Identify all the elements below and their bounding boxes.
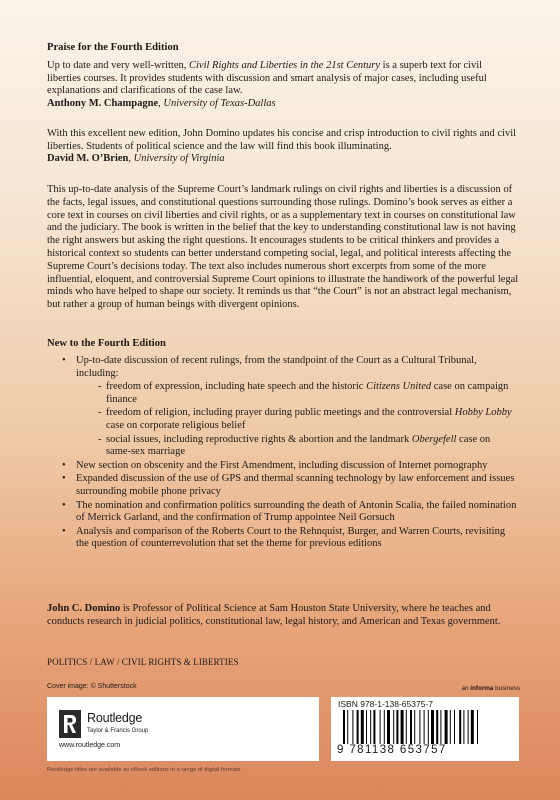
- book-summary: This up-to-date analysis of the Supreme Court’s landmark rulings on civil rights and liberties is a discussion of the facts, legal issues, and constitutional questions surrounding those rulings. Domino’s book serves as either a core text in courses on civil liberties and civil rights, or as a supplementary text in courses on constitutional law and the judiciary. The book is written in the belief that the key to understanding constitutional law is not having the right answers but asking the right questions. It encourages students to be critical thinkers and provides a historical context so students can better understand competing social, legal, and political interests affecting the Supreme Court’s decisions today. The text also includes numerous short excerpts from some of the more influential, eloquent, and controversial Supreme Court opinions to illustrate the handiwork of the powerful legal minds who have helped to shape our society. It reminds us that “the Court” is not an abstract legal mechanism, but rather a group of human beings with divergent opinions.: [47, 184, 519, 311]
- list-item-text: Expanded discussion of the use of GPS and thermal scanning technology by law enforcement and issues surrounding mobile phone privacy: [76, 473, 515, 497]
- sub-item-text: freedom of expression, including hate speech and the historic: [106, 381, 367, 393]
- ebook-footnote: Routledge titles are available as eBook editions in a range of digital formats: [47, 767, 241, 773]
- case-name: Citizens United: [366, 381, 432, 393]
- publisher-website[interactable]: www.routledge.com: [59, 742, 121, 749]
- sub-list-item: [76, 381, 517, 406]
- bullet-icon: •: [62, 473, 66, 485]
- list-item: [62, 526, 517, 551]
- list-item: [62, 355, 517, 459]
- bullet-icon: •: [62, 459, 66, 471]
- author-bio-text: is Professor of Political Science at Sam Houston State University, where he teaches and conducts research in judicial politics, constitutional law, legal history, and American and Texas government.: [47, 603, 501, 627]
- dash-icon: -: [98, 381, 102, 393]
- case-name: Hobby Lobby: [454, 407, 512, 419]
- sub-list-item: [76, 407, 517, 432]
- informa-suffix: business: [493, 685, 520, 692]
- praise-attribution-2: David M. O’Brien, University of Virginia: [47, 153, 225, 165]
- new-edition-list: [62, 355, 517, 552]
- list-item: [62, 500, 517, 525]
- informa-business-tag: [462, 685, 520, 692]
- subject-category: POLITICS / LAW / CIVIL RIGHTS & LIBERTIES: [47, 657, 239, 667]
- bullet-icon: •: [62, 525, 66, 537]
- list-item-text: The nomination and confirmation politics surrounding the death of Antonin Scalia, the failed nomination of Merrick Garland, and the confirmation of Trump appointee Neil Gorsuch: [76, 499, 517, 524]
- praise-quote-1: [47, 60, 517, 110]
- informa-prefix: an: [461, 685, 471, 692]
- praise-attribution-1: Anthony M. Champagne, University of Texas-Dallas: [47, 97, 276, 109]
- new-edition-heading: New to the Fourth Edition: [47, 338, 166, 349]
- sub-list-item: [76, 434, 517, 459]
- dash-icon: -: [98, 433, 102, 445]
- quote1-text-after: is a superb text for civil liberties courses. It provides students with discussion and smart analysis of major cases, including useful explanations and clarifications of the case law.: [47, 60, 487, 97]
- sub-item-text: social issues, including reproductive rights & abortion and the landmark: [106, 433, 412, 445]
- dash-icon: -: [98, 407, 102, 419]
- sub-item-text: case on same-sex marriage: [106, 433, 491, 458]
- attribution-2-name: David M. O’Brien: [47, 153, 129, 165]
- cover-image-credit: Cover image: © Shutterstock: [47, 683, 137, 690]
- publisher-subtitle: Taylor & Francis Group: [87, 728, 149, 734]
- sub-item-text: case on campaign finance: [106, 381, 509, 405]
- book-title: Civil Rights and Liberties in the 21st Century: [189, 60, 381, 71]
- publisher-box: [47, 697, 319, 761]
- barcode-icon: [341, 710, 509, 744]
- praise-heading: Praise for the Fourth Edition: [47, 42, 179, 53]
- attribution-2-affiliation: University of Virginia: [133, 153, 225, 165]
- list-item: [62, 473, 517, 498]
- quote2-text: With this excellent new edition, John Domino updates his concise and crisp introduction to civil rights and civil liberties. Students of political science and the law will find this book illuminating.: [47, 128, 517, 152]
- list-item-text: Up-to-date discussion of recent rulings, from the standpoint of the Court as a Cultural Tribunal, including:: [76, 355, 477, 379]
- attribution-1-affiliation: University of Texas-Dallas: [163, 97, 276, 109]
- sub-item-text: case on corporate religious belief: [106, 419, 246, 431]
- informa-brand: informa: [470, 685, 494, 692]
- publisher-name: Routledge: [87, 711, 143, 725]
- bullet-icon: •: [62, 499, 66, 511]
- bullet-icon: •: [62, 355, 66, 366]
- sub-item-text: freedom of religion, including prayer during public meetings and the controversial: [106, 407, 455, 419]
- isbn-label: ISBN 978-1-138-65375-7: [338, 699, 433, 709]
- author-name: John C. Domino: [47, 603, 121, 614]
- case-name: Obergefell: [411, 433, 457, 445]
- quote1-text-before: Up to date and very well-written,: [47, 60, 189, 71]
- routledge-logo-icon: [59, 710, 81, 738]
- author-bio: [47, 603, 522, 629]
- list-item: [62, 460, 517, 473]
- isbn-barcode-box: [331, 697, 519, 761]
- praise-quote-2: [47, 128, 517, 166]
- list-item-text: Analysis and comparison of the Roberts Court to the Rehnquist, Burger, and Warren Courts, revisiting the question of counterrevolution that set the theme for previous editions: [76, 525, 506, 550]
- barcode-digits: 9 781138 653757: [337, 744, 447, 756]
- attribution-1-name: Anthony M. Champagne: [47, 97, 159, 109]
- list-item-text: New section on obscenity and the First Amendment, including discussion of Internet pornography: [76, 459, 488, 471]
